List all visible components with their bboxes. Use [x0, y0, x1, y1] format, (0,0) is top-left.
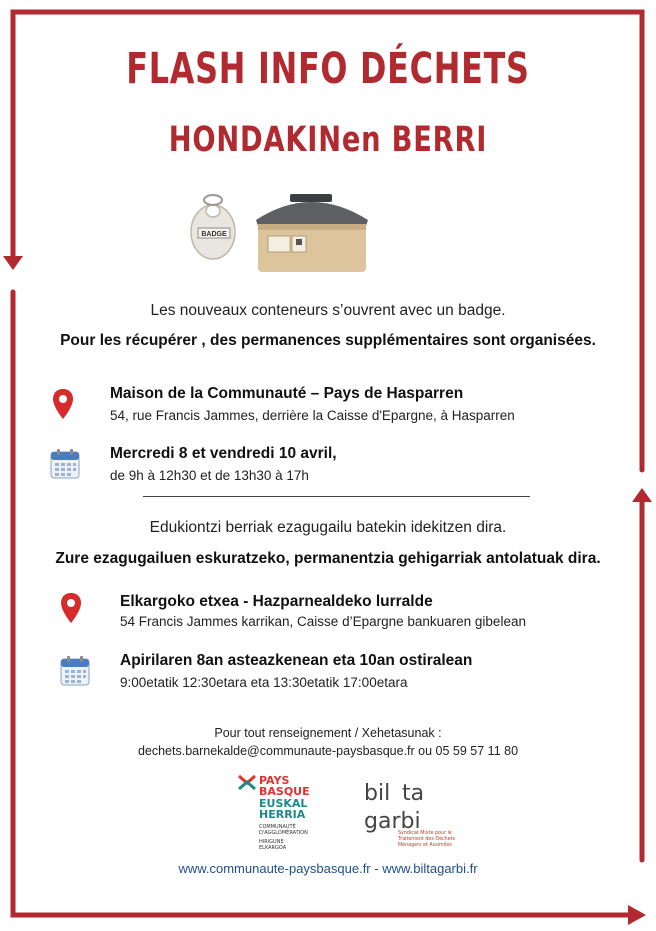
intro-bold-fr: Pour les récupérer , des permanences supplémentaires sont organisées.	[60, 332, 596, 349]
section-divider	[143, 496, 530, 497]
date-hours-fr: de 9h à 12h30 et de 13h30 à 17h	[110, 468, 309, 483]
contact-label: Pour tout renseignement / Xehetasunak :	[214, 726, 442, 740]
svg-text:EUSKAL: EUSKAL	[259, 797, 308, 810]
contact-details[interactable]: dechets.barnekalde@communaute-paysbasque.fr ou 05 59 57 11 80	[137, 744, 519, 758]
date-hours-eu: 9:00etatik 12:30etara eta 13:30etatik 17:00etara	[120, 675, 408, 690]
svg-text:ta: ta	[402, 781, 425, 806]
date-title-fr: Mercredi 8 et vendredi 10 avril,	[110, 445, 337, 462]
svg-text:COMMUNAUTÉ: COMMUNAUTÉ	[259, 824, 296, 830]
page-subtitle: HONDAKINen BERRI	[168, 120, 488, 160]
svg-text:bil: bil	[364, 781, 391, 806]
calendar-icon	[49, 448, 81, 480]
svg-text:HERRIA: HERRIA	[259, 808, 306, 821]
badge-and-container-illustration	[186, 186, 376, 278]
svg-text:garbi: garbi	[364, 809, 421, 834]
location-title-fr: Maison de la Communauté – Pays de Hasparren	[110, 385, 464, 402]
intro-bold-eu: Zure ezagugailuen eskuratzeko, permanentzia gehigarriak antolatuak dira.	[55, 550, 601, 567]
badge-icon	[191, 195, 235, 259]
intro-fr: Les nouveaux conteneurs s’ouvrent avec un badge.	[150, 302, 506, 319]
intro-eu: Edukiontzi berriak ezagugailu batekin idekitzen dira.	[149, 519, 507, 536]
svg-text:ELKARGOA: ELKARGOA	[259, 845, 287, 851]
svg-text:D'AGGLOMÉRATION: D'AGGLOMÉRATION	[259, 830, 308, 836]
badge-label: BADGE	[201, 231, 227, 238]
map-pin-icon	[52, 388, 74, 420]
svg-text:Ménagers et Assimilés: Ménagers et Assimilés	[398, 843, 452, 848]
map-pin-icon	[60, 592, 82, 624]
date-title-eu: Apirilaren 8an asteazkenean eta 10an ostiralean	[120, 652, 473, 669]
svg-text:BASQUE: BASQUE	[259, 785, 310, 798]
svg-text:HIRIGUNE: HIRIGUNE	[259, 839, 284, 845]
pays-basque-logo	[236, 773, 326, 851]
page-title: FLASH INFO DÉCHETS	[126, 44, 530, 94]
bil-ta-garbi-logo	[362, 772, 456, 850]
footer-urls[interactable]: www.communaute-paysbasque.fr - www.biltagarbi.fr	[178, 861, 478, 876]
svg-text:Traitement des Déchets: Traitement des Déchets	[398, 837, 456, 842]
location-title-eu: Elkargoko etxea - Hazparnealdeko lurralde	[120, 593, 433, 610]
calendar-icon	[59, 655, 91, 687]
svg-text:Syndicat Mixte pour le: Syndicat Mixte pour le	[398, 831, 452, 836]
location-address-fr: 54, rue Francis Jammes, derrière la Caisse d'Epargne, à Hasparren	[110, 408, 515, 423]
location-address-eu: 54 Francis Jammes karrikan, Caisse d’Epargne bankuaren gibelean	[120, 614, 526, 629]
container-icon	[256, 194, 368, 272]
svg-text:PAYS: PAYS	[259, 774, 290, 787]
